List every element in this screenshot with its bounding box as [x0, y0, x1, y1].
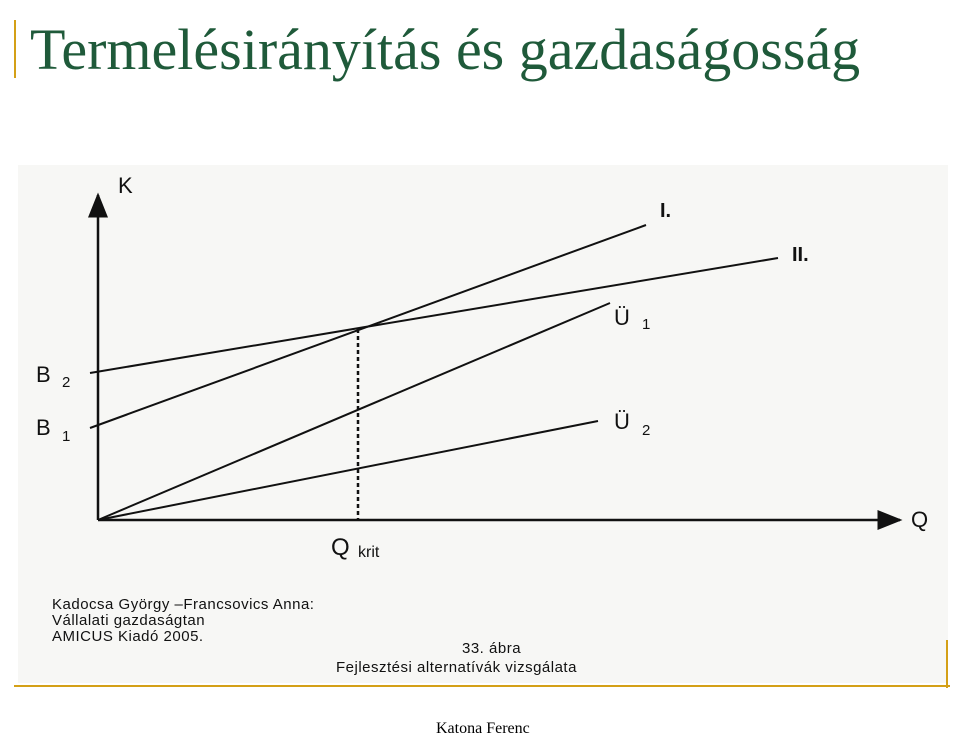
- svg-text:1: 1: [62, 428, 71, 445]
- svg-text:2: 2: [62, 374, 71, 391]
- figure-number: 33. ábra: [462, 640, 522, 657]
- slide-title: Termelésirányítás és gazdaságosság: [30, 17, 861, 82]
- title-accent-bar: [14, 20, 16, 78]
- scanned-figure: [18, 165, 948, 683]
- figure-caption: Fejlesztési alternatívák vizsgálata: [336, 659, 577, 676]
- bottom-accent-rule: [14, 685, 950, 687]
- b1-label: [36, 415, 70, 445]
- revenue-line-U1: [98, 303, 610, 520]
- y-axis-label: K: [118, 173, 133, 198]
- svg-text:Q: Q: [331, 534, 350, 561]
- break-even-diagram: [18, 165, 948, 683]
- svg-text:B: B: [36, 362, 51, 387]
- u2-label: [614, 409, 650, 439]
- cost-line-I: [90, 225, 646, 428]
- line-II-label: II.: [792, 244, 809, 266]
- svg-text:1: 1: [642, 316, 651, 333]
- revenue-line-U2: [98, 421, 598, 520]
- x-axis-label: Q: [911, 507, 929, 532]
- source-book: Vállalati gazdaságtan: [52, 612, 206, 629]
- u1-label: [614, 305, 650, 333]
- line-I-label: I.: [660, 200, 672, 222]
- source-publisher: AMICUS Kiadó 2005.: [52, 628, 204, 645]
- b2-label: [36, 362, 70, 391]
- source-authors: Kadocsa György –Francsovics Anna:: [52, 596, 315, 613]
- cost-line-II: [90, 258, 778, 373]
- footer-author: Katona Ferenc: [436, 720, 530, 737]
- svg-text:krit: krit: [358, 544, 380, 561]
- svg-text:B: B: [36, 415, 51, 440]
- bottom-accent-corner: [946, 640, 948, 688]
- qkrit-label: [331, 534, 380, 561]
- svg-text:Ü: Ü: [614, 409, 630, 434]
- svg-text:2: 2: [642, 422, 651, 439]
- svg-text:Ü: Ü: [614, 305, 630, 330]
